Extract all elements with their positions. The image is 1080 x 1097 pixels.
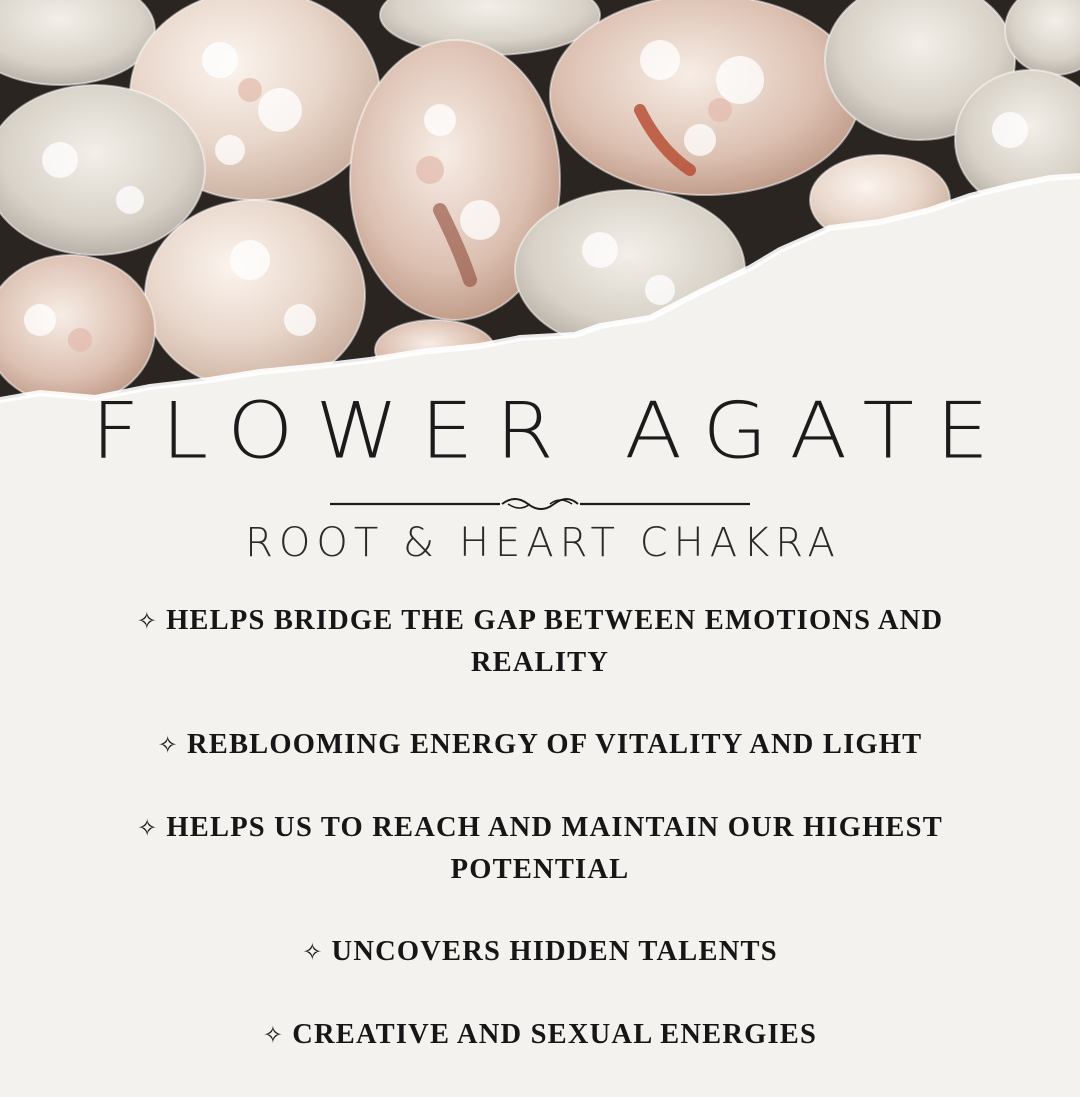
benefit-item [110, 724, 970, 766]
sparkle-icon: ✧ [137, 814, 159, 842]
ornamental-divider [330, 494, 750, 514]
chakra-subtitle: ROOT & HEART CHAKRA [245, 520, 841, 566]
sparkle-icon: ✧ [157, 731, 179, 759]
benefit-text: CREATIVE AND SEXUAL ENERGIES [292, 1019, 818, 1050]
benefit-text: REBLOOMING ENERGY OF VITALITY AND LIGHT [186, 729, 923, 760]
benefits-list [110, 600, 970, 1097]
benefit-item [110, 931, 970, 973]
benefit-item [110, 1014, 970, 1056]
benefit-text: UNCOVERS HIDDEN TALENTS [331, 936, 778, 967]
benefit-item [110, 807, 970, 890]
sparkle-icon: ✧ [136, 607, 159, 635]
benefit-text: HELPS BRIDGE THE GAP BETWEEN EMOTIONS AND REALITY [166, 605, 944, 678]
page-title: FLOWER AGATE [91, 385, 1011, 477]
sparkle-icon: ✧ [262, 1021, 285, 1049]
benefit-text: HELPS US TO REACH AND MAINTAIN OUR HIGHEST POTENTIAL [166, 812, 943, 885]
benefit-item [110, 600, 970, 683]
sparkle-icon: ✧ [302, 938, 324, 966]
